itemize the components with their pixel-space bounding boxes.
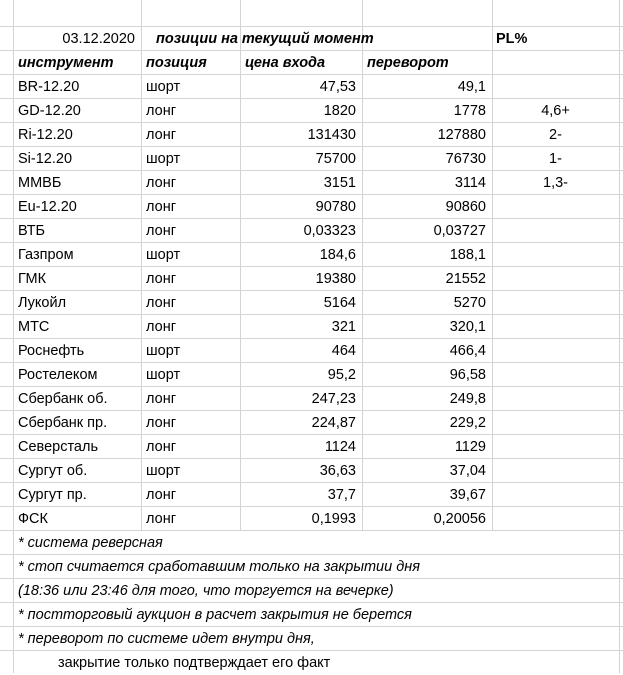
cell-pl[interactable] [492, 75, 619, 99]
cell-pl[interactable] [492, 459, 619, 483]
cell-pl[interactable] [492, 219, 619, 243]
cell-pl[interactable] [492, 267, 619, 291]
cell-reversal[interactable]: 249,8 [449, 391, 486, 407]
cell-entry[interactable]: 131430 [307, 127, 356, 143]
cell-pl[interactable]: 4,6+ [541, 103, 570, 119]
cell-entry[interactable]: 37,7 [327, 487, 356, 503]
cell-instrument[interactable]: Ri-12.20 [18, 127, 73, 143]
cell-pl[interactable]: 1- [549, 151, 562, 167]
cell-pl[interactable] [492, 291, 619, 315]
cell-entry[interactable]: 464 [331, 343, 356, 359]
column-header-position[interactable]: позиция [146, 55, 207, 71]
cell-reversal[interactable]: 37,04 [449, 463, 486, 479]
cell-reversal[interactable]: 229,2 [449, 415, 486, 431]
cell-pl[interactable] [492, 387, 619, 411]
cell-entry[interactable]: 5164 [323, 295, 356, 311]
cell-reversal[interactable]: 1778 [453, 103, 486, 119]
cell-instrument[interactable]: ФСК [18, 511, 48, 527]
cell-position[interactable]: шорт [146, 151, 181, 167]
cell-entry[interactable]: 19380 [315, 271, 356, 287]
column-header-entry[interactable]: цена входа [245, 55, 326, 71]
cell-entry[interactable]: 0,1993 [311, 511, 356, 527]
cell-entry[interactable]: 247,23 [311, 391, 356, 407]
cell-entry[interactable]: 3151 [323, 175, 356, 191]
cell-instrument[interactable]: ГМК [18, 271, 47, 287]
cell-position[interactable]: лонг [146, 103, 176, 119]
cell-instrument[interactable]: Сургут пр. [18, 487, 87, 503]
cell-pl[interactable] [492, 411, 619, 435]
cell-entry[interactable]: 184,6 [319, 247, 356, 263]
cell-position[interactable]: лонг [146, 511, 176, 527]
cell-reversal[interactable]: 320,1 [449, 319, 486, 335]
note-line: * переворот по системе идет внутри дня, [18, 631, 315, 647]
cell-pl[interactable] [492, 363, 619, 387]
cell-position[interactable]: лонг [146, 127, 176, 143]
cell-instrument[interactable]: Газпром [18, 247, 74, 263]
cell-reversal[interactable]: 21552 [445, 271, 486, 287]
cell-pl[interactable] [492, 339, 619, 363]
column-header-reversal[interactable]: переворот [367, 55, 449, 71]
note-line: закрытие только подтверждает его факт [58, 655, 331, 671]
cell-reversal[interactable]: 39,67 [449, 487, 486, 503]
cell-instrument[interactable]: Si-12.20 [18, 151, 73, 167]
cell-position[interactable]: шорт [146, 367, 181, 383]
cell-instrument[interactable]: Ростелеком [18, 367, 98, 383]
cell-pl[interactable] [492, 483, 619, 507]
cell-pl[interactable] [492, 243, 619, 267]
cell-position[interactable]: шорт [146, 79, 181, 95]
cell-position[interactable]: лонг [146, 175, 176, 191]
cell-position[interactable]: шорт [146, 343, 181, 359]
note-line: (18:36 или 23:46 для того, что торгуется на вечерке) [18, 583, 394, 599]
cell-instrument[interactable]: Лукойл [18, 295, 67, 311]
cell-pl[interactable]: 2- [549, 127, 562, 143]
cell-pl[interactable]: 1,3- [543, 175, 568, 191]
cell-instrument[interactable]: Сбербанк пр. [18, 415, 108, 431]
cell-entry[interactable]: 47,53 [319, 79, 356, 95]
cell-instrument[interactable]: ВТБ [18, 223, 46, 239]
cell-instrument[interactable]: Роснефть [18, 343, 85, 359]
cell-pl[interactable] [492, 315, 619, 339]
cell-reversal[interactable]: 96,58 [449, 367, 486, 383]
cell-instrument[interactable]: Eu-12.20 [18, 199, 77, 215]
cell-instrument[interactable]: BR-12.20 [18, 79, 80, 95]
cell-pl[interactable] [492, 195, 619, 219]
cell-entry[interactable]: 95,2 [327, 367, 356, 383]
cell-entry[interactable]: 75700 [315, 151, 356, 167]
cell-reversal[interactable]: 466,4 [449, 343, 486, 359]
cell-pl[interactable] [492, 507, 619, 531]
pl-header[interactable]: PL% [496, 31, 528, 47]
cell-position[interactable]: лонг [146, 199, 176, 215]
cell-entry[interactable]: 224,87 [311, 415, 356, 431]
cell-reversal[interactable]: 1129 [454, 439, 486, 455]
cell-reversal[interactable]: 0,20056 [433, 511, 486, 527]
note-line: * система реверсная [18, 535, 163, 551]
cell-position[interactable]: лонг [146, 223, 176, 239]
cell-instrument[interactable]: Сбербанк об. [18, 391, 108, 407]
cell-instrument[interactable]: Сургут об. [18, 463, 88, 479]
cell-reversal[interactable]: 90860 [445, 199, 486, 215]
page-title[interactable]: позиции на текущий момент [156, 31, 374, 47]
cell-entry[interactable]: 1124 [324, 439, 356, 455]
cell-reversal[interactable]: 188,1 [449, 247, 486, 263]
note-line: * стоп считается сработавшим только на закрытии дня [18, 559, 420, 575]
cell-position[interactable]: шорт [146, 463, 181, 479]
cell-reversal[interactable]: 0,03727 [433, 223, 486, 239]
cell-position[interactable]: лонг [146, 295, 176, 311]
cell-entry[interactable]: 36,63 [319, 463, 356, 479]
cell-reversal[interactable]: 5270 [453, 295, 486, 311]
cell-reversal[interactable]: 3114 [454, 175, 486, 191]
cell-position[interactable]: лонг [146, 391, 176, 407]
cell-entry[interactable]: 321 [331, 319, 356, 335]
column-header-instrument[interactable]: инструмент [18, 55, 114, 71]
cell-instrument[interactable]: ММВБ [18, 175, 62, 191]
note-line: * постторговый аукцион в расчет закрытия не берется [18, 607, 412, 623]
cell-position[interactable]: шорт [146, 247, 181, 263]
cell-position[interactable]: лонг [146, 487, 176, 503]
cell-instrument[interactable]: Северсталь [18, 439, 99, 455]
cell-instrument[interactable]: GD-12.20 [18, 103, 81, 119]
cell-position[interactable]: лонг [146, 415, 176, 431]
date-cell[interactable]: 03.12.2020 [62, 31, 135, 47]
cell-position[interactable]: лонг [146, 439, 176, 455]
cell-instrument[interactable]: МТС [18, 319, 50, 335]
cell-entry[interactable]: 0,03323 [303, 223, 356, 239]
cell-entry[interactable]: 1820 [323, 103, 356, 119]
cell-pl[interactable] [492, 435, 619, 459]
grid-column-line [619, 0, 620, 673]
cell-position[interactable]: лонг [146, 271, 176, 287]
cell-reversal[interactable]: 127880 [437, 127, 486, 143]
cell-reversal[interactable]: 76730 [445, 151, 486, 167]
cell-reversal[interactable]: 49,1 [457, 79, 486, 95]
cell-position[interactable]: лонг [146, 319, 176, 335]
cell-entry[interactable]: 90780 [315, 199, 356, 215]
